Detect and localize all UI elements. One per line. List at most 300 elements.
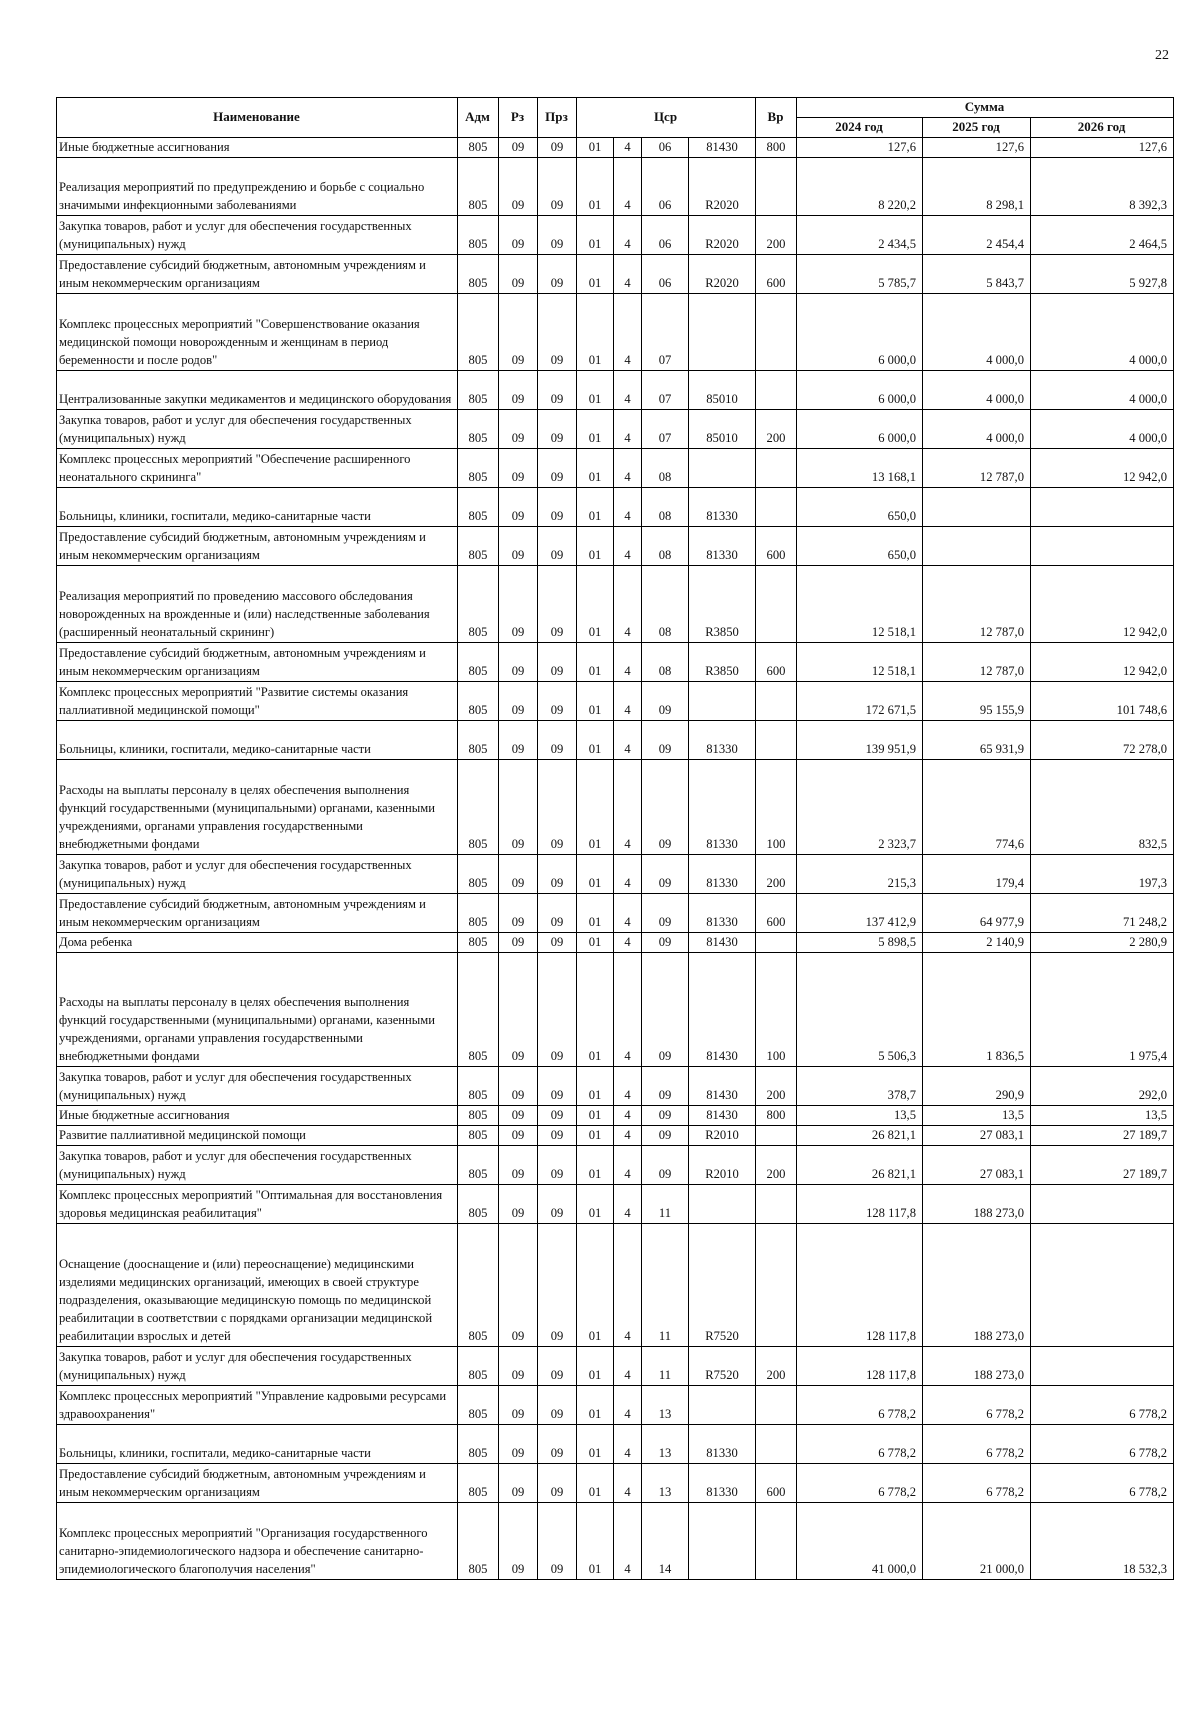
- table-cell-prz: 09: [538, 527, 577, 566]
- table-row: [57, 1185, 1174, 1224]
- table-cell-prz: 09: [538, 1106, 577, 1126]
- table-cell-csr-direction: R2020: [689, 255, 756, 294]
- table-cell-csr-direction: 81430: [689, 953, 756, 1067]
- table-cell-csr-complex: 07: [642, 371, 689, 410]
- table-cell-adm: 805: [458, 1185, 499, 1224]
- table-cell-vr: 100: [756, 953, 797, 1067]
- table-row: [57, 527, 1174, 566]
- table-cell-sum-2025: 290,9: [923, 1067, 1031, 1106]
- table-cell-name: Расходы на выплаты персоналу в целях обеспечения выполнения функций государственными (муниципальными) органами, казенными учреждениями, органами управления государственными внебюджетными фондами: [57, 953, 458, 1067]
- table-cell-csr-type: 4: [614, 1503, 642, 1580]
- table-cell-csr-program: 01: [577, 449, 614, 488]
- table-cell-csr-complex: 06: [642, 138, 689, 158]
- table-cell-sum-2025: 64 977,9: [923, 894, 1031, 933]
- table-cell-csr-program: 01: [577, 933, 614, 953]
- header-sum: Сумма: [797, 98, 1174, 118]
- table-cell-csr-type: 4: [614, 682, 642, 721]
- table-cell-name: Комплекс процессных мероприятий "Развитие системы оказания паллиативной медицинской помощи": [57, 682, 458, 721]
- table-cell-rz: 09: [499, 1106, 538, 1126]
- table-cell-sum-2026: 27 189,7: [1031, 1126, 1174, 1146]
- table-cell-sum-2026: [1031, 1224, 1174, 1347]
- table-cell-sum-2024: 12 518,1: [797, 643, 923, 682]
- table-cell-csr-direction: R2020: [689, 158, 756, 216]
- table-cell-sum-2024: 5 506,3: [797, 953, 923, 1067]
- table-cell-prz: 09: [538, 255, 577, 294]
- table-cell-csr-program: 01: [577, 894, 614, 933]
- table-cell-sum-2025: 27 083,1: [923, 1146, 1031, 1185]
- table-cell-rz: 09: [499, 294, 538, 371]
- table-cell-adm: 805: [458, 1126, 499, 1146]
- table-cell-sum-2026: [1031, 1185, 1174, 1224]
- table-cell-sum-2025: 6 778,2: [923, 1464, 1031, 1503]
- table-row: [57, 1106, 1174, 1126]
- table-cell-csr-type: 4: [614, 1224, 642, 1347]
- table-cell-prz: 09: [538, 216, 577, 255]
- table-cell-csr-direction: 81330: [689, 855, 756, 894]
- table-cell-csr-direction: 81430: [689, 138, 756, 158]
- table-cell-csr-direction: 81430: [689, 1106, 756, 1126]
- table-cell-vr: [756, 1425, 797, 1464]
- table-cell-sum-2025: 6 778,2: [923, 1386, 1031, 1425]
- table-cell-sum-2025: 2 140,9: [923, 933, 1031, 953]
- table-cell-sum-2024: 2 323,7: [797, 760, 923, 855]
- table-cell-csr-complex: 13: [642, 1386, 689, 1425]
- table-row: [57, 294, 1174, 371]
- table-cell-sum-2026: 6 778,2: [1031, 1464, 1174, 1503]
- table-cell-csr-direction: R2020: [689, 216, 756, 255]
- table-cell-sum-2026: [1031, 527, 1174, 566]
- table-cell-csr-type: 4: [614, 488, 642, 527]
- table-cell-sum-2025: [923, 488, 1031, 527]
- table-cell-name: Комплекс процессных мероприятий "Организация государственного санитарно-эпидемиологического надзора и обеспечение санитарно-эпидемиологического благополучия населения": [57, 1503, 458, 1580]
- table-cell-prz: 09: [538, 371, 577, 410]
- table-cell-csr-complex: 13: [642, 1464, 689, 1503]
- table-cell-prz: 09: [538, 138, 577, 158]
- table-cell-prz: 09: [538, 1126, 577, 1146]
- table-row: [57, 488, 1174, 527]
- table-cell-sum-2024: 6 000,0: [797, 294, 923, 371]
- table-cell-name: Закупка товаров, работ и услуг для обеспечения государственных (муниципальных) нужд: [57, 1067, 458, 1106]
- table-cell-sum-2025: 188 273,0: [923, 1224, 1031, 1347]
- table-cell-sum-2024: 6 778,2: [797, 1425, 923, 1464]
- table-cell-adm: 805: [458, 294, 499, 371]
- table-cell-sum-2024: 13 168,1: [797, 449, 923, 488]
- table-cell-rz: 09: [499, 527, 538, 566]
- table-row: [57, 1067, 1174, 1106]
- table-cell-csr-type: 4: [614, 294, 642, 371]
- table-cell-sum-2025: 179,4: [923, 855, 1031, 894]
- table-cell-sum-2026: 292,0: [1031, 1067, 1174, 1106]
- table-cell-prz: 09: [538, 1347, 577, 1386]
- table-cell-rz: 09: [499, 1347, 538, 1386]
- table-cell-name: Предоставление субсидий бюджетным, автономным учреждениям и иным некоммерческим организациям: [57, 1464, 458, 1503]
- table-cell-adm: 805: [458, 488, 499, 527]
- table-cell-csr-type: 4: [614, 410, 642, 449]
- table-row: [57, 371, 1174, 410]
- table-cell-sum-2025: 13,5: [923, 1106, 1031, 1126]
- table-cell-csr-program: 01: [577, 371, 614, 410]
- table-cell-sum-2024: 6 000,0: [797, 410, 923, 449]
- table-cell-rz: 09: [499, 1146, 538, 1185]
- table-row: [57, 682, 1174, 721]
- header-row: [57, 98, 1174, 118]
- table-cell-sum-2025: 127,6: [923, 138, 1031, 158]
- table-cell-sum-2024: 6 778,2: [797, 1464, 923, 1503]
- table-cell-prz: 09: [538, 294, 577, 371]
- table-row: [57, 1347, 1174, 1386]
- table-cell-rz: 09: [499, 1185, 538, 1224]
- table-cell-csr-program: 01: [577, 1106, 614, 1126]
- table-cell-sum-2024: 26 821,1: [797, 1126, 923, 1146]
- table-cell-sum-2025: 12 787,0: [923, 566, 1031, 643]
- table-cell-rz: 09: [499, 488, 538, 527]
- table-cell-vr: [756, 566, 797, 643]
- table-cell-sum-2024: 378,7: [797, 1067, 923, 1106]
- table-row: [57, 566, 1174, 643]
- header-year-2026: 2026 год: [1031, 118, 1174, 138]
- table-cell-csr-complex: 09: [642, 1126, 689, 1146]
- table-cell-name: Предоставление субсидий бюджетным, автономным учреждениям и иным некоммерческим организациям: [57, 894, 458, 933]
- table-cell-csr-direction: 81330: [689, 760, 756, 855]
- table-cell-rz: 09: [499, 1224, 538, 1347]
- table-cell-adm: 805: [458, 894, 499, 933]
- table-row: [57, 721, 1174, 760]
- table-cell-csr-direction: 85010: [689, 410, 756, 449]
- table-cell-csr-program: 01: [577, 1146, 614, 1185]
- table-cell-csr-complex: 13: [642, 1425, 689, 1464]
- table-cell-adm: 805: [458, 216, 499, 255]
- table-cell-csr-program: 01: [577, 1067, 614, 1106]
- table-cell-vr: 800: [756, 138, 797, 158]
- table-row: [57, 933, 1174, 953]
- table-cell-sum-2026: 4 000,0: [1031, 410, 1174, 449]
- table-cell-sum-2025: 1 836,5: [923, 953, 1031, 1067]
- table-row: [57, 1503, 1174, 1580]
- table-cell-rz: 09: [499, 1425, 538, 1464]
- table-cell-adm: 805: [458, 1503, 499, 1580]
- table-cell-sum-2025: 4 000,0: [923, 371, 1031, 410]
- table-cell-sum-2026: 2 464,5: [1031, 216, 1174, 255]
- table-cell-csr-program: 01: [577, 953, 614, 1067]
- table-cell-sum-2026: 101 748,6: [1031, 682, 1174, 721]
- table-row: [57, 1386, 1174, 1425]
- table-cell-rz: 09: [499, 1503, 538, 1580]
- table-cell-csr-program: 01: [577, 1185, 614, 1224]
- table-cell-vr: 100: [756, 760, 797, 855]
- table-cell-csr-program: 01: [577, 1425, 614, 1464]
- table-cell-sum-2024: 12 518,1: [797, 566, 923, 643]
- table-cell-name: Больницы, клиники, госпитали, медико-санитарные части: [57, 721, 458, 760]
- table-row: [57, 1224, 1174, 1347]
- table-cell-prz: 09: [538, 488, 577, 527]
- table-row: [57, 1126, 1174, 1146]
- table-cell-sum-2024: 2 434,5: [797, 216, 923, 255]
- table-cell-sum-2025: 27 083,1: [923, 1126, 1031, 1146]
- table-cell-vr: 600: [756, 527, 797, 566]
- table-cell-csr-direction: R2010: [689, 1146, 756, 1185]
- table-cell-vr: 200: [756, 216, 797, 255]
- table-cell-sum-2024: 172 671,5: [797, 682, 923, 721]
- table-cell-sum-2024: 5 785,7: [797, 255, 923, 294]
- table-cell-vr: [756, 1185, 797, 1224]
- table-cell-csr-complex: 09: [642, 1106, 689, 1126]
- table-cell-csr-complex: 11: [642, 1224, 689, 1347]
- table-cell-sum-2025: 188 273,0: [923, 1347, 1031, 1386]
- table-cell-csr-complex: 09: [642, 682, 689, 721]
- table-cell-csr-type: 4: [614, 760, 642, 855]
- table-cell-csr-complex: 07: [642, 294, 689, 371]
- table-cell-csr-type: 4: [614, 1146, 642, 1185]
- table-cell-csr-direction: 81330: [689, 1464, 756, 1503]
- table-cell-csr-direction: [689, 1386, 756, 1425]
- table-cell-sum-2024: 5 898,5: [797, 933, 923, 953]
- table-cell-sum-2025: [923, 527, 1031, 566]
- table-cell-vr: 800: [756, 1106, 797, 1126]
- table-cell-adm: 805: [458, 953, 499, 1067]
- table-cell-csr-type: 4: [614, 1425, 642, 1464]
- table-cell-csr-direction: R3850: [689, 643, 756, 682]
- table-cell-sum-2026: 1 975,4: [1031, 953, 1174, 1067]
- table-cell-sum-2026: 12 942,0: [1031, 643, 1174, 682]
- table-cell-csr-complex: 09: [642, 894, 689, 933]
- table-cell-name: Централизованные закупки медикаментов и медицинского оборудования: [57, 371, 458, 410]
- table-cell-csr-direction: R7520: [689, 1224, 756, 1347]
- table-cell-csr-type: 4: [614, 527, 642, 566]
- table-cell-adm: 805: [458, 1106, 499, 1126]
- table-cell-prz: 09: [538, 1503, 577, 1580]
- table-cell-csr-program: 01: [577, 158, 614, 216]
- table-cell-name: Иные бюджетные ассигнования: [57, 1106, 458, 1126]
- table-cell-name: Предоставление субсидий бюджетным, автономным учреждениям и иным некоммерческим организациям: [57, 527, 458, 566]
- table-cell-csr-type: 4: [614, 933, 642, 953]
- table-cell-csr-program: 01: [577, 255, 614, 294]
- table-cell-sum-2026: 13,5: [1031, 1106, 1174, 1126]
- table-cell-rz: 09: [499, 158, 538, 216]
- table-body: [57, 138, 1174, 1580]
- table-cell-csr-program: 01: [577, 855, 614, 894]
- table-cell-prz: 09: [538, 953, 577, 1067]
- table-cell-csr-program: 01: [577, 138, 614, 158]
- table-cell-rz: 09: [499, 138, 538, 158]
- table-cell-rz: 09: [499, 933, 538, 953]
- table-cell-csr-type: 4: [614, 138, 642, 158]
- table-cell-prz: 09: [538, 1224, 577, 1347]
- table-cell-csr-program: 01: [577, 294, 614, 371]
- header-name: Наименование: [57, 98, 458, 138]
- table-cell-adm: 805: [458, 721, 499, 760]
- table-cell-csr-direction: 81330: [689, 488, 756, 527]
- table-cell-csr-direction: 81330: [689, 721, 756, 760]
- table-cell-sum-2024: 215,3: [797, 855, 923, 894]
- table-cell-sum-2026: 197,3: [1031, 855, 1174, 894]
- table-cell-prz: 09: [538, 721, 577, 760]
- table-cell-csr-complex: 09: [642, 953, 689, 1067]
- table-cell-csr-type: 4: [614, 158, 642, 216]
- table-cell-prz: 09: [538, 682, 577, 721]
- table-cell-csr-type: 4: [614, 566, 642, 643]
- table-cell-rz: 09: [499, 410, 538, 449]
- table-cell-csr-type: 4: [614, 371, 642, 410]
- table-cell-prz: 09: [538, 1067, 577, 1106]
- table-cell-csr-program: 01: [577, 721, 614, 760]
- table-cell-vr: [756, 371, 797, 410]
- table-cell-csr-direction: [689, 449, 756, 488]
- table-cell-name: Комплекс процессных мероприятий "Управление кадровыми ресурсами здравоохранения": [57, 1386, 458, 1425]
- table-cell-csr-program: 01: [577, 1464, 614, 1503]
- table-cell-rz: 09: [499, 1386, 538, 1425]
- table-cell-csr-type: 4: [614, 1106, 642, 1126]
- table-cell-adm: 805: [458, 933, 499, 953]
- table-cell-name: Развитие паллиативной медицинской помощи: [57, 1126, 458, 1146]
- table-cell-sum-2025: 95 155,9: [923, 682, 1031, 721]
- table-cell-csr-type: 4: [614, 255, 642, 294]
- header-adm: Адм: [458, 98, 499, 138]
- table-cell-sum-2024: 6 778,2: [797, 1386, 923, 1425]
- table-cell-prz: 09: [538, 760, 577, 855]
- table-row: [57, 643, 1174, 682]
- table-cell-vr: [756, 933, 797, 953]
- table-cell-adm: 805: [458, 158, 499, 216]
- table-cell-csr-complex: 06: [642, 158, 689, 216]
- table-cell-name: Комплекс процессных мероприятий "Совершенствование оказания медицинской помощи новорожденным и женщинам в период беременности и после родов": [57, 294, 458, 371]
- table-cell-name: Расходы на выплаты персоналу в целях обеспечения выполнения функций государственными (муниципальными) органами, казенными учреждениями, органами управления государственными внебюджетными фондами: [57, 760, 458, 855]
- table-cell-sum-2025: 12 787,0: [923, 449, 1031, 488]
- table-row: [57, 894, 1174, 933]
- table-cell-vr: [756, 721, 797, 760]
- table-cell-sum-2026: 4 000,0: [1031, 371, 1174, 410]
- table-cell-adm: 805: [458, 1386, 499, 1425]
- table-cell-csr-complex: 07: [642, 410, 689, 449]
- table-cell-vr: [756, 488, 797, 527]
- table-cell-vr: [756, 1224, 797, 1347]
- table-cell-adm: 805: [458, 1067, 499, 1106]
- header-csr: Цср: [577, 98, 756, 138]
- table-cell-sum-2026: 5 927,8: [1031, 255, 1174, 294]
- table-cell-name: Предоставление субсидий бюджетным, автономным учреждениям и иным некоммерческим организациям: [57, 643, 458, 682]
- table-cell-vr: [756, 1386, 797, 1425]
- table-cell-name: Закупка товаров, работ и услуг для обеспечения государственных (муниципальных) нужд: [57, 855, 458, 894]
- table-cell-sum-2026: [1031, 488, 1174, 527]
- table-cell-rz: 09: [499, 953, 538, 1067]
- table-cell-name: Закупка товаров, работ и услуг для обеспечения государственных (муниципальных) нужд: [57, 1347, 458, 1386]
- table-cell-rz: 09: [499, 1067, 538, 1106]
- table-cell-vr: [756, 682, 797, 721]
- table-row: [57, 216, 1174, 255]
- table-cell-vr: 200: [756, 410, 797, 449]
- table-cell-csr-complex: 09: [642, 721, 689, 760]
- table-cell-csr-type: 4: [614, 1185, 642, 1224]
- table-cell-sum-2024: 137 412,9: [797, 894, 923, 933]
- table-cell-csr-direction: 81330: [689, 527, 756, 566]
- table-cell-csr-program: 01: [577, 1126, 614, 1146]
- table-row: [57, 855, 1174, 894]
- table-cell-prz: 09: [538, 643, 577, 682]
- table-cell-rz: 09: [499, 449, 538, 488]
- table-cell-csr-complex: 06: [642, 255, 689, 294]
- table-cell-csr-program: 01: [577, 760, 614, 855]
- table-cell-csr-direction: R2010: [689, 1126, 756, 1146]
- table-cell-csr-program: 01: [577, 488, 614, 527]
- table-cell-adm: 805: [458, 138, 499, 158]
- table-cell-vr: [756, 1503, 797, 1580]
- table-cell-csr-program: 01: [577, 682, 614, 721]
- table-cell-sum-2024: 6 000,0: [797, 371, 923, 410]
- table-cell-csr-type: 4: [614, 1067, 642, 1106]
- table-cell-rz: 09: [499, 566, 538, 643]
- table-cell-adm: 805: [458, 1425, 499, 1464]
- table-cell-csr-complex: 11: [642, 1347, 689, 1386]
- table-cell-sum-2025: 65 931,9: [923, 721, 1031, 760]
- table-cell-sum-2025: 8 298,1: [923, 158, 1031, 216]
- table-row: [57, 158, 1174, 216]
- table-cell-csr-program: 01: [577, 566, 614, 643]
- table-cell-csr-type: 4: [614, 1386, 642, 1425]
- table-cell-csr-type: 4: [614, 643, 642, 682]
- table-cell-rz: 09: [499, 721, 538, 760]
- table-cell-adm: 805: [458, 255, 499, 294]
- table-cell-csr-direction: 81330: [689, 894, 756, 933]
- table-cell-sum-2026: 72 278,0: [1031, 721, 1174, 760]
- table-cell-rz: 09: [499, 1126, 538, 1146]
- table-cell-csr-complex: 08: [642, 449, 689, 488]
- table-cell-vr: [756, 158, 797, 216]
- table-cell-csr-program: 01: [577, 1386, 614, 1425]
- table-cell-csr-direction: 81430: [689, 933, 756, 953]
- table-cell-sum-2024: 13,5: [797, 1106, 923, 1126]
- table-cell-vr: 600: [756, 643, 797, 682]
- table-cell-csr-program: 01: [577, 410, 614, 449]
- table-cell-name: Оснащение (дооснащение и (или) переоснащение) медицинскими изделиями медицинских организаций, имеющих в своей структуре подразделения, оказывающие медицинскую помощь по медицинской реабилитации в соответствии с порядками организации медицинской реабилитации взрослых и детей: [57, 1224, 458, 1347]
- table-cell-sum-2024: 650,0: [797, 488, 923, 527]
- table-cell-vr: [756, 1126, 797, 1146]
- table-cell-rz: 09: [499, 643, 538, 682]
- table-cell-name: Больницы, клиники, госпитали, медико-санитарные части: [57, 1425, 458, 1464]
- table-cell-adm: 805: [458, 1224, 499, 1347]
- table-cell-prz: 09: [538, 566, 577, 643]
- table-cell-csr-direction: 81430: [689, 1067, 756, 1106]
- table-cell-sum-2024: 26 821,1: [797, 1146, 923, 1185]
- table-cell-csr-type: 4: [614, 449, 642, 488]
- table-cell-csr-program: 01: [577, 216, 614, 255]
- table-cell-sum-2024: 650,0: [797, 527, 923, 566]
- table-cell-sum-2026: 6 778,2: [1031, 1386, 1174, 1425]
- table-cell-adm: 805: [458, 410, 499, 449]
- table-cell-name: Иные бюджетные ассигнования: [57, 138, 458, 158]
- table-cell-rz: 09: [499, 894, 538, 933]
- table-cell-csr-complex: 08: [642, 566, 689, 643]
- table-cell-csr-program: 01: [577, 1503, 614, 1580]
- table-cell-adm: 805: [458, 527, 499, 566]
- table-row: [57, 760, 1174, 855]
- table-cell-sum-2025: 2 454,4: [923, 216, 1031, 255]
- table-cell-csr-type: 4: [614, 721, 642, 760]
- table-cell-csr-complex: 08: [642, 527, 689, 566]
- table-cell-csr-type: 4: [614, 1464, 642, 1503]
- table-cell-csr-complex: 09: [642, 1146, 689, 1185]
- table-cell-adm: 805: [458, 449, 499, 488]
- table-cell-rz: 09: [499, 760, 538, 855]
- table-cell-rz: 09: [499, 1464, 538, 1503]
- table-cell-sum-2024: 139 951,9: [797, 721, 923, 760]
- table-cell-sum-2024: 128 117,8: [797, 1347, 923, 1386]
- table-cell-sum-2025: 774,6: [923, 760, 1031, 855]
- table-cell-csr-type: 4: [614, 894, 642, 933]
- table-cell-rz: 09: [499, 216, 538, 255]
- table-cell-prz: 09: [538, 449, 577, 488]
- table-cell-rz: 09: [499, 855, 538, 894]
- table-cell-csr-direction: [689, 1503, 756, 1580]
- table-cell-sum-2026: 127,6: [1031, 138, 1174, 158]
